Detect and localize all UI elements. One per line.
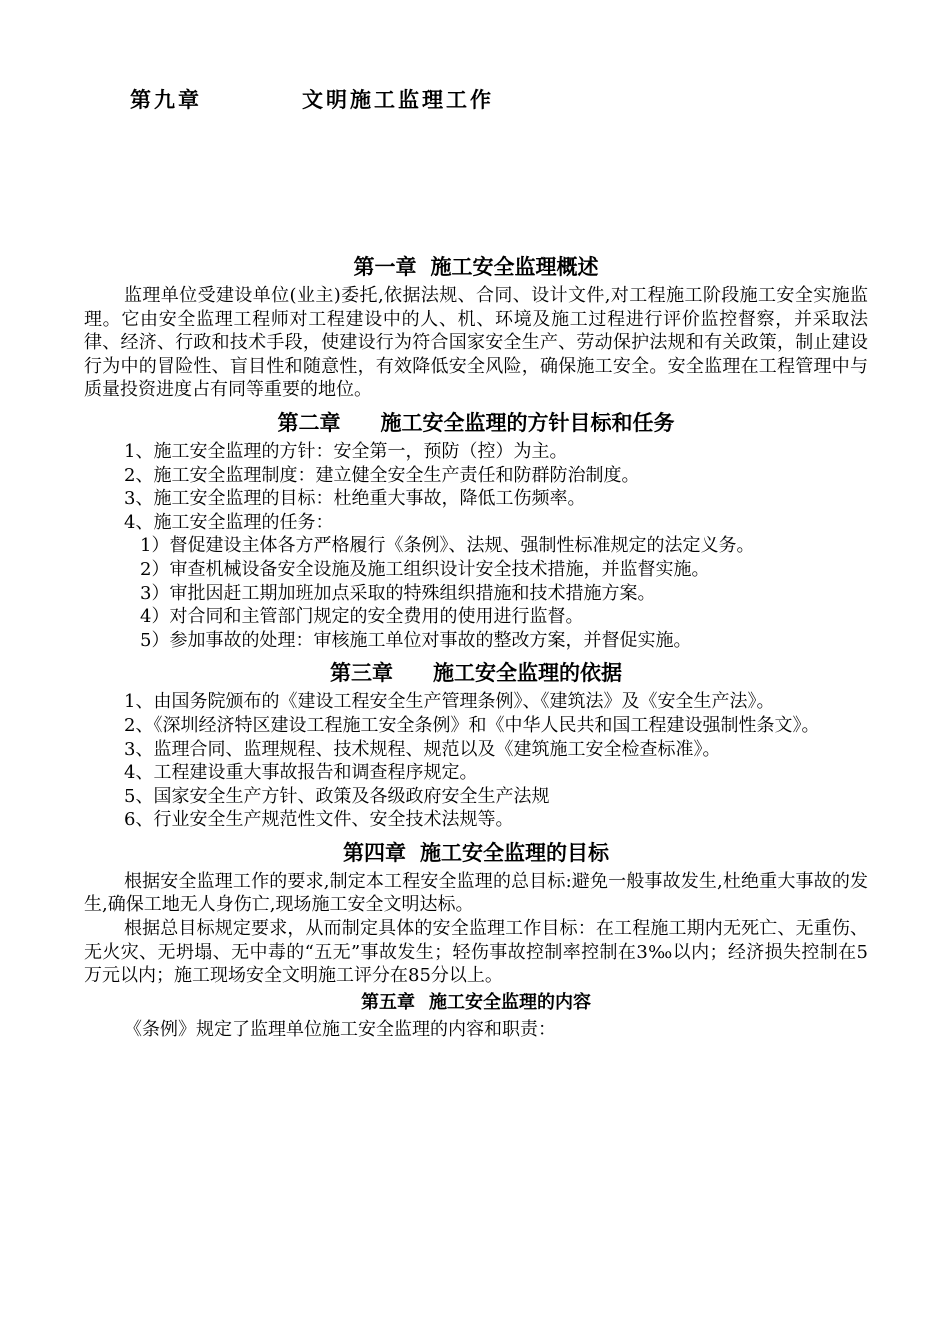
section-heading-4 [84,836,868,870]
sub-list-item: 4）对合同和主管部门规定的安全费用的使用进行监督。 [140,606,584,628]
section-title: 施工安全监理概述 [430,255,599,279]
section-heading-2 [84,406,868,440]
section-title: 施工安全监理的依据 [433,661,622,686]
body-paragraph: 监理单位受建设单位(业主)委托,依据法规、合同、设计文件,对工程施工阶段施工安全实施监理。它由安全监理工程师对工程建设中的人、机、环境及施工过程进行评价监控督察，并采取法律、经济、行政和技术手段，使建设行为符合国家安全生产、劳动保护法规和有关政策，制止建设行为中的冒险性、盲目性和随意性，有效降低安全风险，确保施工安全。安全监理在工程管理中与质量投资进度占有同等重要的地位。 [84,285,868,401]
list-item: 1、施工安全监理的方针：安全第一，预防（控）为主。 [124,440,568,462]
section-number: 第三章 [330,661,393,686]
list-item: 5、国家安全生产方针、政策及各级政府安全生产法规 [124,785,550,807]
list-item: 2、《深圳经济特区建设工程施工安全条例》和《中华人民共和国工程建设强制性条文》。 [124,714,820,736]
section-number: 第一章 [353,255,417,279]
body-paragraph: 根据安全监理工作的要求,制定本工程安全监理的总目标:避免一般事故发生,杜绝重大事故的发生,确保工地无人身伤亡,现场施工安全文明达标。 [84,870,868,916]
list-item: 1、由国务院颁布的《建设工程安全生产管理条例》、《建筑法》及《安全生产法》。 [124,691,775,713]
section-number: 第四章 [343,840,406,865]
section-title: 施工安全监理的目标 [420,840,609,865]
sub-list-item: 2）审查机械设备安全设施及施工组织设计安全技术措施，并监督实施。 [140,558,710,580]
list-item: 4、工程建设重大事故报告和调查程序规定。 [124,762,478,784]
section-title: 施工安全监理的方针目标和任务 [380,410,675,435]
document-body [84,250,868,1041]
section-heading-5 [84,988,868,1018]
list-item: 4、施工安全监理的任务： [124,511,334,533]
list-item: 3、监理合同、监理规程、技术规程、规范以及《建筑施工安全检查标准》。 [124,738,721,760]
section-heading-1 [84,250,868,284]
sub-list-item: 5）参加事故的处理：审核施工单位对事故的整改方案，并督促实施。 [140,629,692,651]
body-paragraph: 《条例》规定了监理单位施工安全监理的内容和职责： [124,1018,556,1040]
sub-list-item: 1）督促建设主体各方严格履行《条例》、法规、强制性标准规定的法定义务。 [140,535,755,557]
section-number: 第二章 [277,410,341,435]
document-title [130,84,494,114]
sub-list-item: 3）审批因赶工期加班加点采取的特殊组织措施和技术措施方案。 [140,582,656,604]
section-title: 施工安全监理的内容 [429,991,591,1013]
section-number: 第五章 [361,991,415,1013]
list-item: 6、行业安全生产规范性文件、安全技术法规等。 [124,809,514,831]
doc-chapter-number: 第九章 [130,87,202,112]
list-item: 2、施工安全监理制度：建立健全安全生产责任和防群防治制度。 [124,464,640,486]
doc-chapter-title: 文明施工监理工作 [302,87,494,112]
list-item: 3、施工安全监理的目标：杜绝重大事故，降低工伤频率。 [124,488,586,510]
section-heading-3 [84,656,868,690]
body-paragraph: 根据总目标规定要求，从而制定具体的安全监理工作目标：在工程施工期内无死亡、无重伤、无火灾、无坍塌、无中毒的“五无”事故发生；轻伤事故控制率控制在3‰以内；经济损失控制在5万元以内；施工现场安全文明施工评分在85分以上。 [84,918,868,987]
